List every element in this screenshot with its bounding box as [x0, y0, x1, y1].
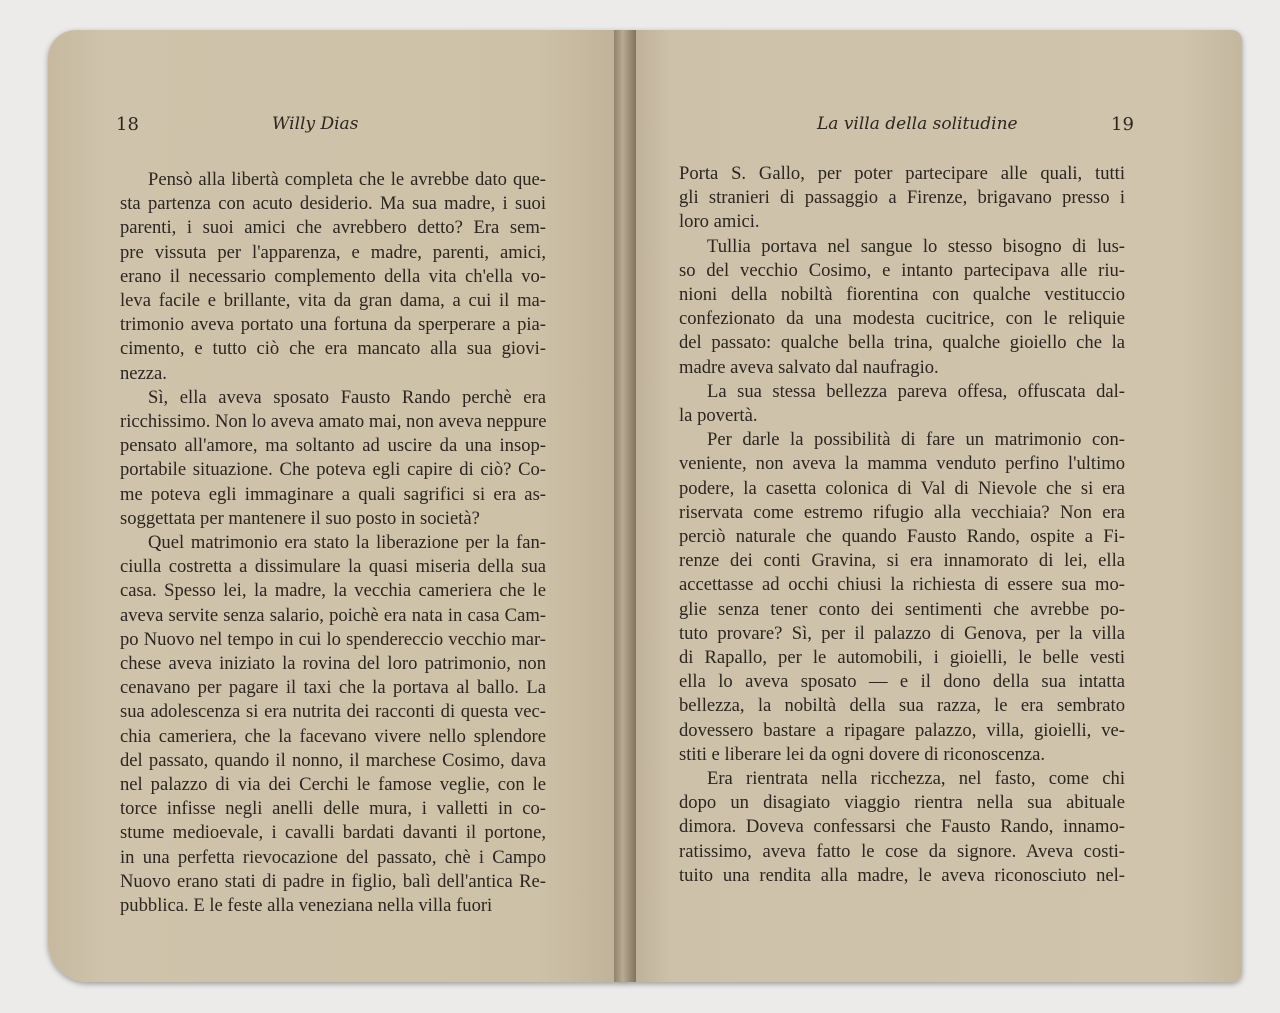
text-line: perciò naturale che quando Fausto Rando, ospite a Fi- [679, 526, 1125, 548]
text-line: confezionato da una modesta cucitrice, con le reliquie [679, 308, 1125, 330]
text-line: torce infisse negli anelli delle mura, i valletti in co- [120, 798, 546, 820]
text-line: bellezza, la nobiltà della sua razza, le era sembrato [679, 695, 1125, 717]
text-line: del passato, quando il nonno, il marchese Cosimo, dava [120, 749, 546, 771]
text-line: di Rapallo, per le automobili, i gioielli, le belle vesti [679, 647, 1125, 669]
text-line: me poteva egli immaginare a quali sagrifici si era as- [120, 483, 546, 505]
text-line: Per darle la possibilità di fare un matrimonio con- [707, 429, 1125, 451]
text-line: pre vissuta per l'apparenza, e madre, parenti, amici, [120, 241, 546, 263]
text-line: stume medioevale, i cavalli bardati davanti il portone, [120, 822, 546, 844]
text-line: dovessero bastare a ripagare palazzo, villa, gioielli, ve- [679, 719, 1125, 741]
text-line: podere, la casetta colonica di Val di Nievole che si era [679, 477, 1125, 499]
text-line: dimora. Doveva confessarsi che Fausto Rando, innamo- [679, 816, 1125, 838]
text-line: La sua stessa bellezza pareva offesa, offuscata dal- [707, 380, 1125, 402]
text-line: nezza. [120, 362, 167, 384]
text-line: portabile situazione. Che poteva egli capire di ciò? Co- [120, 459, 546, 481]
text-line: soggettata per mantenere il suo posto in società? [120, 507, 480, 529]
text-line: Sì, ella aveva sposato Fausto Rando perchè era [148, 386, 546, 408]
page-body-text [120, 168, 546, 918]
text-line: ricchissimo. Non lo aveva amato mai, non aveva neppure [120, 411, 547, 433]
text-line: del passato: qualche bella trina, qualche gioiello che la [679, 332, 1125, 354]
text-line: nel palazzo di via dei Cerchi le famose veglie, con le [120, 774, 546, 796]
text-line: nioni della nobiltà fiorentina con qualche vestituccio [679, 284, 1125, 306]
text-line: cenavano per pagare il taxi che la portava al ballo. La [120, 677, 546, 699]
text-line: Tullia portava nel sangue lo stesso bisogno di lus- [707, 235, 1125, 257]
text-line: pubblica. E le feste alla veneziana nella villa fuori [120, 895, 493, 917]
text-line: sta partenza con acuto desiderio. Ma sua madre, i suoi [120, 193, 546, 215]
text-line: po Nuovo nel tempo in cui lo spendereccio vecchio mar- [120, 628, 546, 650]
text-line: accettasse ad occhi chiusi la richiesta di essere sua mo- [679, 574, 1125, 596]
text-line: chese aveva iniziato la rovina del loro patrimonio, non [120, 653, 546, 675]
open-book [48, 30, 1242, 982]
text-line: parenti, i suoi amici che avrebbero detto? Era sem- [120, 217, 546, 239]
page-number: 19 [1111, 114, 1134, 135]
text-line: dopo un disagiato viaggio rientra nella sua abituale [679, 792, 1125, 814]
text-line: glie senza tener conto dei sentimenti che avrebbe po- [679, 598, 1125, 620]
text-line: tuto provare? Sì, per il palazzo di Genova, per la villa [679, 622, 1125, 644]
text-line: pensato all'amore, ma soltanto ad uscire da una insop- [120, 435, 546, 457]
text-line: loro amici. [679, 211, 760, 233]
text-line: madre aveva salvato dal naufragio. [679, 356, 939, 378]
text-line: tuito una rendita alla madre, le aveva riconosciuto nel- [679, 864, 1125, 886]
text-line: chia cameriera, che la facevano vivere nello splendore [120, 725, 546, 747]
text-line: casa. Spesso lei, la madre, la vecchia cameriera che le [120, 580, 546, 602]
text-line: veniente, non aveva la mamma venduto perfino l'ultimo [679, 453, 1125, 475]
text-line: so del vecchio Cosimo, e intanto partecipava alle riu- [679, 259, 1125, 281]
page-body-text [679, 162, 1125, 888]
left-page [48, 30, 624, 982]
text-line: Pensò alla libertà completa che le avrebbe dato que- [148, 169, 546, 190]
text-line: ciulla costretta a dissimulare la quasi miseria della sua [120, 556, 546, 578]
book-spine [614, 30, 636, 982]
right-page [621, 30, 1242, 982]
text-line: stiti e liberare lei da ogni dovere di riconoscenza. [679, 743, 1046, 765]
text-line: trimonio aveva portato una fortuna da sperperare a pia- [120, 314, 546, 336]
text-line: Nuovo erano stati di padre in figlio, balì dell'antica Re- [120, 870, 546, 892]
text-line: erano il necessario complemento della vita ch'ella vo- [120, 265, 546, 287]
text-line: Era rientrata nella ricchezza, nel fasto, come chi [707, 768, 1125, 790]
text-line: gli stranieri di passaggio a Firenze, brigavano presso i [679, 187, 1125, 209]
text-line: riservata come estremo rifugio alla vecchiaia? Non era [679, 501, 1125, 523]
text-line: sua adolescenza si era nutrita dei racconti di questa vec- [120, 701, 546, 723]
running-head: La villa della solitudine [817, 114, 1018, 134]
text-line: cimento, e tutto ciò che era mancato alla sua giovi- [120, 338, 546, 360]
text-line: la povertà. [679, 405, 758, 427]
text-line: in una perfetta rievocazione del passato, chè i Campo [120, 846, 546, 868]
text-line: ratissimo, aveva fatto le cose da signore. Aveva costi- [679, 840, 1125, 862]
text-line: leva facile e brillante, vita da gran dama, a cui il ma- [120, 290, 546, 312]
text-line: ella lo aveva sposato — e il dono della sua intatta [679, 671, 1125, 693]
text-line: renze dei conti Gravina, si era innamorato di lei, ella [679, 550, 1125, 572]
running-head: Willy Dias [272, 114, 359, 134]
text-line: aveva servite senza salario, poichè era nata in casa Cam- [120, 604, 546, 626]
text-line: Porta S. Gallo, per poter partecipare alle quali, tutti [679, 163, 1125, 184]
text-line: Quel matrimonio era stato la liberazione per la fan- [148, 532, 546, 554]
page-number: 18 [116, 114, 139, 135]
